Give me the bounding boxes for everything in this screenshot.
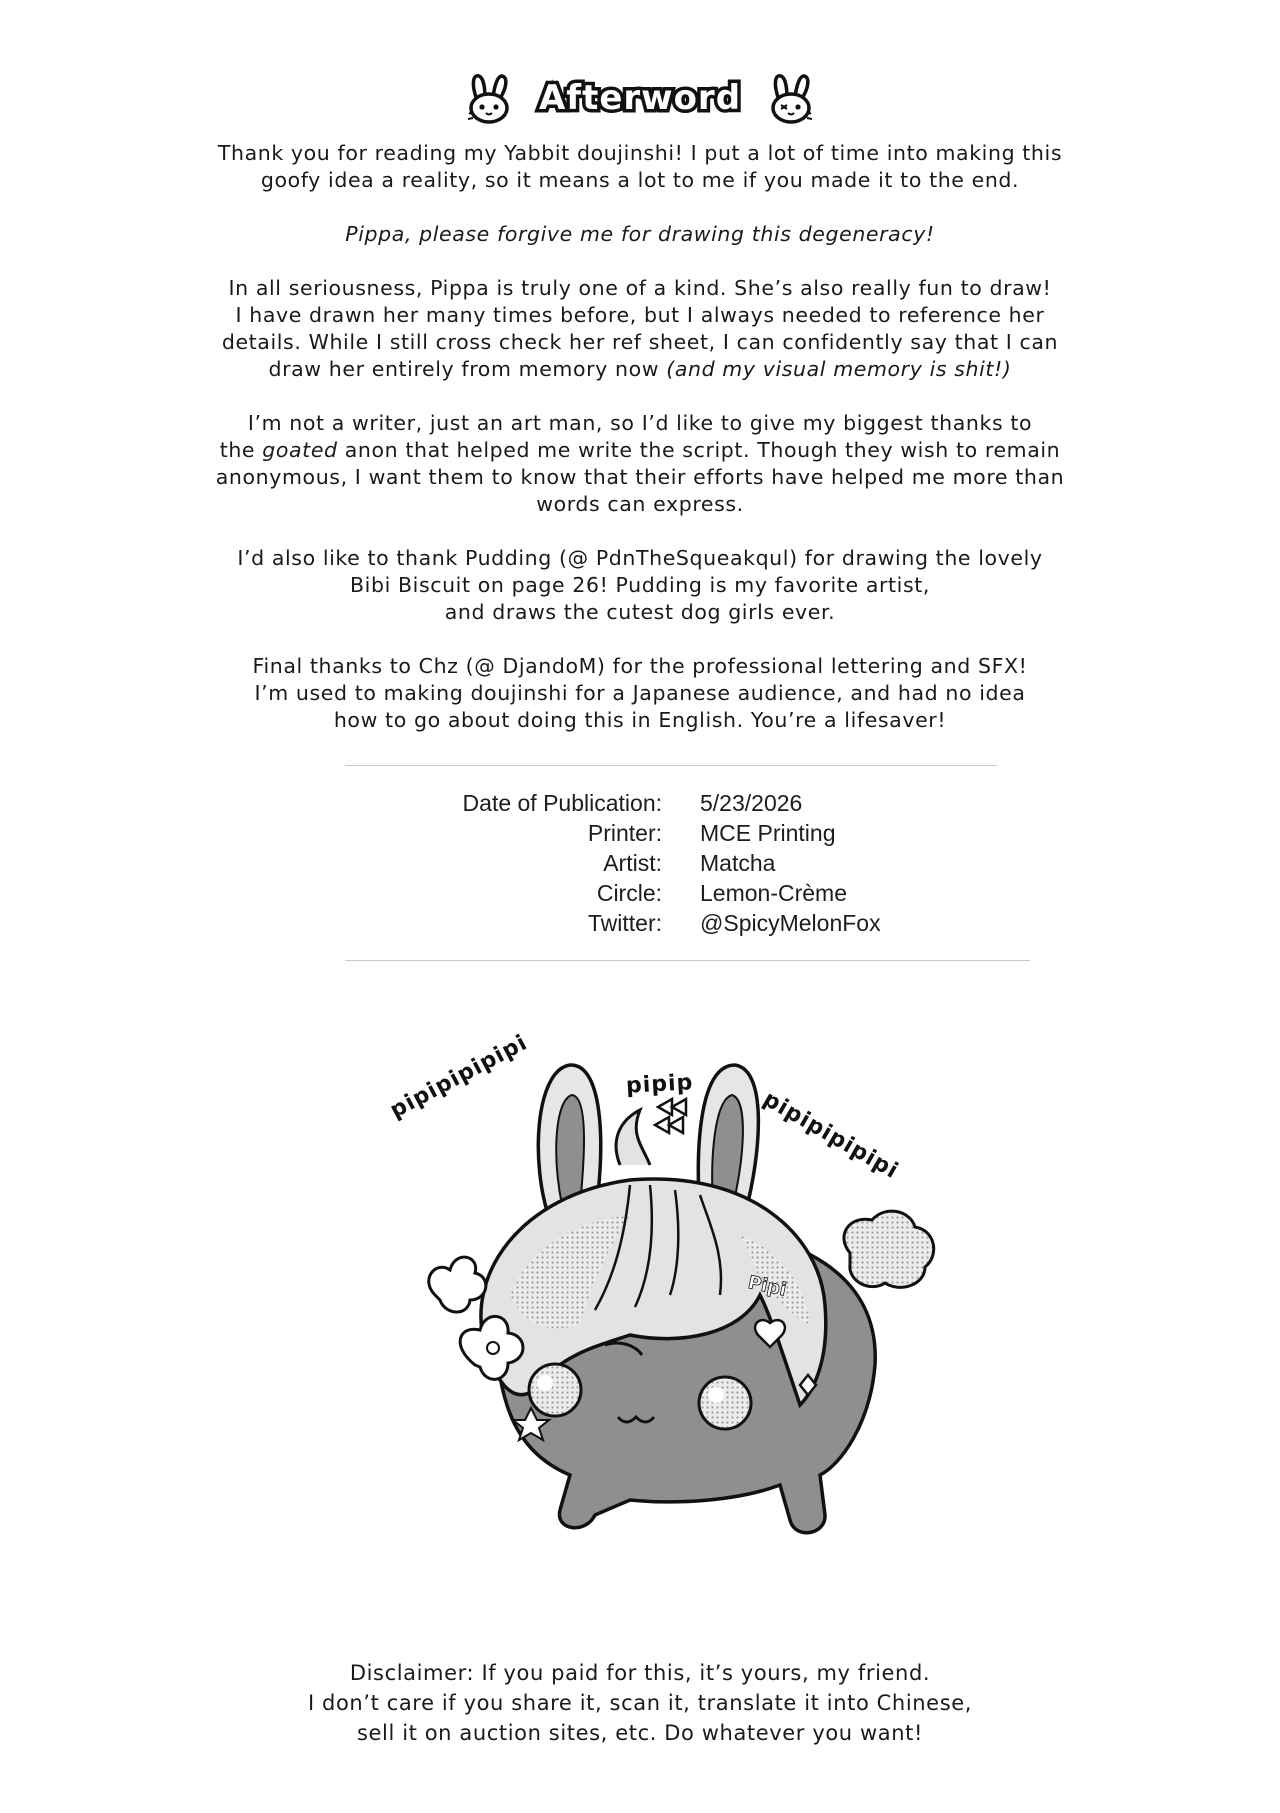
text-line: and draws the cutest dog girls ever.	[444, 600, 836, 624]
divider-bottom	[345, 960, 1030, 961]
sfx-text-top: pipip	[625, 1070, 694, 1099]
text-segment-italic: (and my visual memory is shit!)	[666, 357, 1012, 381]
left-eye	[529, 1364, 581, 1416]
text-line: Final thanks to Chz (@ DjandoM) for the professional lettering and SFX!	[252, 654, 1028, 678]
disclaimer	[240, 1658, 1040, 1748]
sfx-text-right: pipipipipipi	[758, 1086, 903, 1185]
tail-shape	[844, 1211, 934, 1287]
info-value: Matcha	[700, 850, 776, 876]
text-line: I’d also like to thank Pudding (@ PdnTheSqueakqul) for drawing the lovely	[237, 546, 1043, 570]
text-line: In all seriousness, Pippa is truly one of a kind. She’s also really fun to draw!	[228, 276, 1052, 300]
info-row-printer	[380, 818, 940, 848]
text-line: how to go about doing this in English. You’re a lifesaver!	[333, 708, 947, 732]
text-line: Pippa, please forgive me for drawing this degeneracy!	[345, 222, 935, 246]
text-line: I’m not a writer, just an art man, so I’d like to give my biggest thanks to	[247, 411, 1033, 435]
info-row-twitter	[380, 908, 940, 938]
info-label: Printer:	[587, 820, 662, 846]
text-line: Bibi Biscuit on page 26! Pudding is my favorite artist,	[350, 573, 930, 597]
info-row-artist	[380, 848, 940, 878]
disclaimer-line: I don’t care if you share it, scan it, translate it into Chinese,	[307, 1691, 973, 1715]
paragraph-thanks	[210, 140, 1070, 194]
hairclip-text: Pipi	[746, 1272, 789, 1301]
text-segment: draw her entirely from memory now	[268, 357, 667, 381]
text-segment-italic: goated	[262, 438, 338, 462]
disclaimer-line: Disclaimer: If you paid for this, it’s yours, my friend.	[349, 1661, 931, 1685]
sfx-text-left: pipipipipipi	[386, 1030, 532, 1124]
info-value: 5/23/2026	[700, 790, 803, 816]
text-segment: the	[219, 438, 263, 462]
bunny-icon	[763, 70, 819, 126]
page-title: Afterword	[538, 78, 742, 118]
text-line: I have drawn her many times before, but I always needed to reference her	[235, 303, 1045, 327]
info-label: Date of Publication:	[462, 790, 662, 816]
text-line: anonymous, I want them to know that their efforts have helped me more than	[215, 465, 1065, 489]
paragraph-apology	[210, 221, 1070, 248]
text-line: I’m used to making doujinshi for a Japanese audience, and had no idea	[254, 681, 1026, 705]
paragraph-writer-thanks	[210, 410, 1070, 518]
right-eye	[699, 1377, 751, 1429]
paragraph-pudding-thanks	[210, 545, 1070, 626]
text-line: Thank you for reading my Yabbit doujinshi! I put a lot of time into making this	[217, 141, 1063, 165]
text-line	[210, 437, 1070, 464]
afterword-body	[210, 140, 1070, 761]
text-line: goofy idea a reality, so it means a lot to me if you made it to the end.	[260, 168, 1020, 192]
publication-info	[380, 788, 940, 938]
paragraph-final-thanks	[210, 653, 1070, 734]
bunny-icon	[461, 70, 517, 126]
info-value: @SpicyMelonFox	[700, 910, 881, 936]
title-row	[0, 70, 1280, 126]
left-ear-inner	[556, 1095, 584, 1205]
text-line: details. While I still cross check her ref sheet, I can confidently say that I can	[221, 330, 1059, 354]
text-line: words can express.	[536, 492, 744, 516]
info-row-circle	[380, 878, 940, 908]
text-line	[210, 356, 1070, 383]
info-label: Artist:	[603, 850, 662, 876]
info-value: Lemon-Crème	[700, 880, 847, 906]
info-value: MCE Printing	[700, 820, 836, 846]
paragraph-seriousness	[210, 275, 1070, 383]
chibi-bunny-illustration	[380, 1045, 970, 1565]
info-row-date	[380, 788, 940, 818]
text-segment: anon that helped me write the script. Though they wish to remain	[337, 438, 1061, 462]
disclaimer-line: sell it on auction sites, etc. Do whatever you want!	[356, 1721, 923, 1745]
divider-top	[345, 765, 997, 766]
info-label: Twitter:	[587, 910, 662, 936]
info-label: Circle:	[596, 880, 662, 906]
